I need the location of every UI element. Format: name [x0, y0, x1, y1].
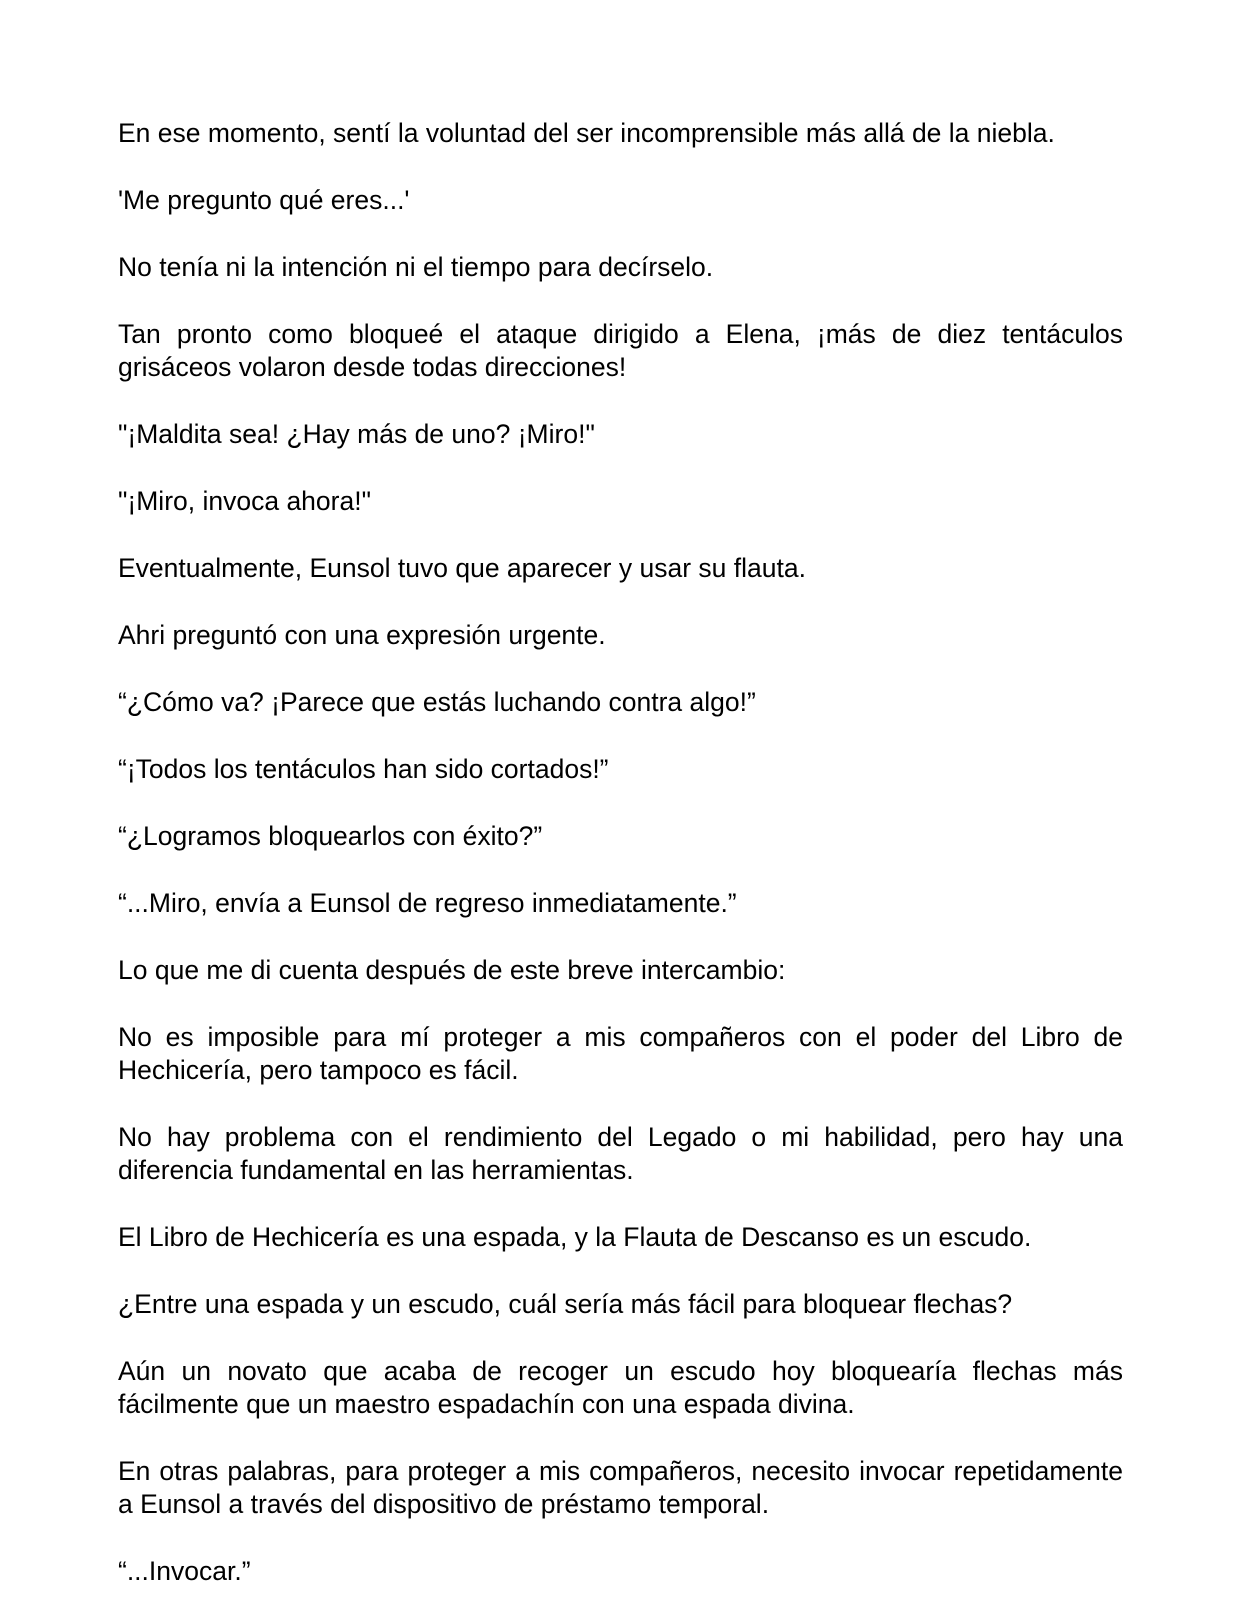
paragraph-6: "¡Miro, invoca ahora!"	[118, 486, 371, 516]
paragraph-14: No es imposible para mí proteger a mis compañeros con el poder del Libro de Hechicería, pero tampoco es fácil.	[118, 1022, 1123, 1085]
document-body	[118, 117, 1123, 1620]
paragraph-11: “¿Logramos bloquearlos con éxito?”	[118, 821, 543, 851]
paragraph-1: En ese momento, sentí la voluntad del ser incomprensible más allá de la niebla.	[118, 118, 1055, 148]
paragraph-4: Tan pronto como bloqueé el ataque dirigido a Elena, ¡más de diez tentáculos grisáceos volaron desde todas direcciones!	[118, 319, 1123, 382]
paragraph-15: No hay problema con el rendimiento del Legado o mi habilidad, pero hay una diferencia fundamental en las herramientas.	[118, 1122, 1123, 1185]
paragraph-10: “¡Todos los tentáculos han sido cortados!”	[118, 754, 609, 784]
paragraph-3: No tenía ni la intención ni el tiempo para decírselo.	[118, 252, 714, 282]
paragraph-12: “...Miro, envía a Eunsol de regreso inmediatamente.”	[118, 888, 737, 918]
paragraph-19: En otras palabras, para proteger a mis compañeros, necesito invocar repetidamente a Eunsol a través del dispositivo de préstamo temporal.	[118, 1456, 1123, 1519]
paragraph-9: “¿Cómo va? ¡Parece que estás luchando contra algo!”	[118, 687, 756, 717]
paragraph-17: ¿Entre una espada y un escudo, cuál sería más fácil para bloquear flechas?	[118, 1289, 1013, 1319]
paragraph-5: "¡Maldita sea! ¿Hay más de uno? ¡Miro!"	[118, 419, 595, 449]
paragraph-20: “...Invocar.”	[118, 1556, 251, 1586]
paragraph-18: Aún un novato que acaba de recoger un escudo hoy bloquearía flechas más fácilmente que un maestro espadachín con una espada divina.	[118, 1356, 1123, 1419]
paragraph-16: El Libro de Hechicería es una espada, y la Flauta de Descanso es un escudo.	[118, 1222, 1032, 1252]
paragraph-7: Eventualmente, Eunsol tuvo que aparecer y usar su flauta.	[118, 553, 806, 583]
paragraph-13: Lo que me di cuenta después de este breve intercambio:	[118, 955, 786, 985]
paragraph-2: 'Me pregunto qué eres...'	[118, 185, 410, 215]
paragraph-8: Ahri preguntó con una expresión urgente.	[118, 620, 606, 650]
